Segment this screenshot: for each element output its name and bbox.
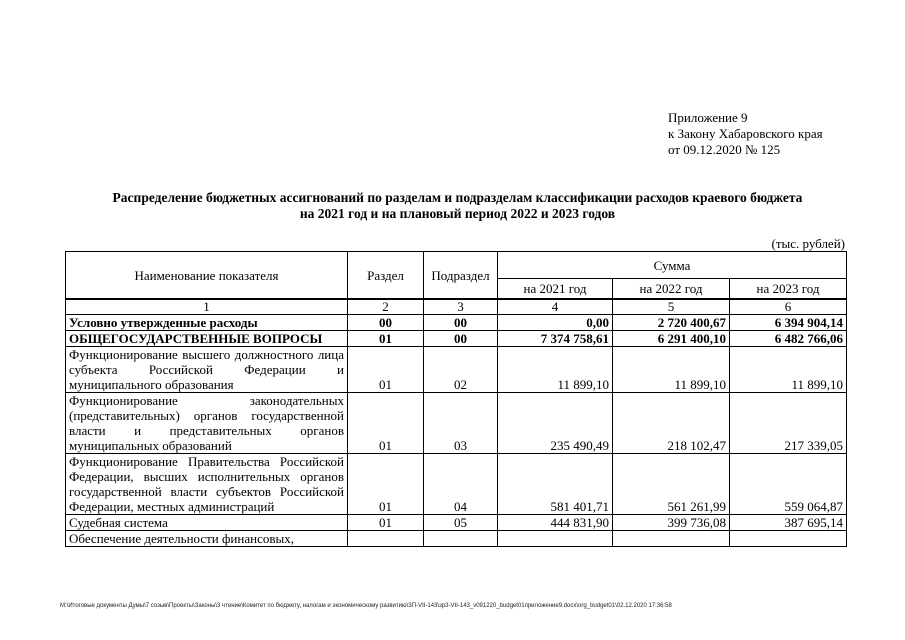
header-subsection: Подраздел: [424, 252, 498, 300]
table-row: [66, 347, 847, 393]
row-value-2021: 7 374 758,61: [498, 331, 613, 347]
row-section: 00: [348, 315, 424, 331]
appendix-line-3: от 09.12.2020 № 125: [668, 142, 781, 157]
col-number: 1: [66, 299, 348, 315]
row-value-2021: 581 401,71: [498, 454, 613, 515]
row-value-2023: 387 695,14: [730, 515, 847, 531]
row-value-2022: 2 720 400,67: [613, 315, 730, 331]
col-number: 2: [348, 299, 424, 315]
row-name: ОБЩЕГОСУДАРСТВЕННЫЕ ВОПРОСЫ: [66, 331, 348, 347]
row-value-2022: 399 736,08: [613, 515, 730, 531]
row-value-2022: 6 291 400,10: [613, 331, 730, 347]
row-value-2023: 6 394 904,14: [730, 315, 847, 331]
row-name: Функционирование Правительства Российской Федерации, высших исполнительных органов государственной власти субъектов Российской Федерации, местных администраций: [66, 454, 348, 515]
row-subsection: 00: [424, 331, 498, 347]
header-section: Раздел: [348, 252, 424, 300]
row-subsection: 00: [424, 315, 498, 331]
row-value-2021: [498, 531, 613, 547]
row-value-2022: 11 899,10: [613, 347, 730, 393]
header-name: Наименование показателя: [66, 252, 348, 300]
row-name: Функционирование законодательных (представительных) органов государственной власти и представительных органов муниципальных образований: [66, 393, 348, 454]
file-path-footer: M:\Итоговые документы Думы\7 созыв\Проекты\Законы\3 чтение\Комитет по бюджету, налогам и экономическому развитию\ЗП-VII-143\зр3-VII-143_v091220_budget01приложение9.docx\org_budget01\02.12.2020 17:36:58: [60, 603, 672, 609]
row-name: Обеспечение деятельности финансовых,: [66, 531, 348, 547]
row-value-2021: 444 831,90: [498, 515, 613, 531]
row-value-2022: [613, 531, 730, 547]
title-line-2: на 2021 год и на плановый период 2022 и 2023 годов: [299, 206, 616, 221]
row-subsection: [424, 531, 498, 547]
table-row: [66, 331, 847, 347]
header-row: [66, 252, 847, 279]
row-name: Функционирование высшего должностного лица субъекта Российской Федерации и муниципального образования: [66, 347, 348, 393]
row-name: Условно утвержденные расходы: [66, 315, 348, 331]
row-section: 01: [348, 393, 424, 454]
appendix-line-2: к Закону Хабаровского края: [668, 126, 823, 141]
row-value-2022: 218 102,47: [613, 393, 730, 454]
row-name: Судебная система: [66, 515, 348, 531]
table-row: [66, 531, 847, 547]
row-value-2023: 6 482 766,06: [730, 331, 847, 347]
row-subsection: 04: [424, 454, 498, 515]
row-section: [348, 531, 424, 547]
row-section: 01: [348, 515, 424, 531]
budget-table: [65, 251, 847, 547]
row-section: 01: [348, 331, 424, 347]
row-section: 01: [348, 454, 424, 515]
table-row: [66, 315, 847, 331]
row-value-2023: 11 899,10: [730, 347, 847, 393]
col-number: 4: [498, 299, 613, 315]
title-line-1: Распределение бюджетных ассигнований по разделам и подразделам классификации расходов краевого бюджета: [112, 190, 803, 205]
table-row: [66, 393, 847, 454]
col-number: 5: [613, 299, 730, 315]
row-subsection: 03: [424, 393, 498, 454]
row-value-2023: 217 339,05: [730, 393, 847, 454]
row-value-2021: 11 899,10: [498, 347, 613, 393]
col-number: 3: [424, 299, 498, 315]
table-body: [66, 252, 847, 547]
units-label: (тыс. рублей): [771, 236, 845, 251]
table-row: [66, 454, 847, 515]
header-year-2022: на 2022 год: [613, 279, 730, 300]
col-number: 6: [730, 299, 847, 315]
appendix-block: [668, 110, 823, 158]
row-value-2021: 235 490,49: [498, 393, 613, 454]
row-section: 01: [348, 347, 424, 393]
row-subsection: 02: [424, 347, 498, 393]
row-value-2023: 559 064,87: [730, 454, 847, 515]
row-value-2021: 0,00: [498, 315, 613, 331]
appendix-line-1: Приложение 9: [668, 110, 748, 125]
column-numbers-row: [66, 299, 847, 315]
row-value-2022: 561 261,99: [613, 454, 730, 515]
document-title: [40, 190, 875, 222]
header-sum: Сумма: [498, 252, 847, 279]
header-year-2023: на 2023 год: [730, 279, 847, 300]
table-row: [66, 515, 847, 531]
header-year-2021: на 2021 год: [498, 279, 613, 300]
row-subsection: 05: [424, 515, 498, 531]
row-value-2023: [730, 531, 847, 547]
